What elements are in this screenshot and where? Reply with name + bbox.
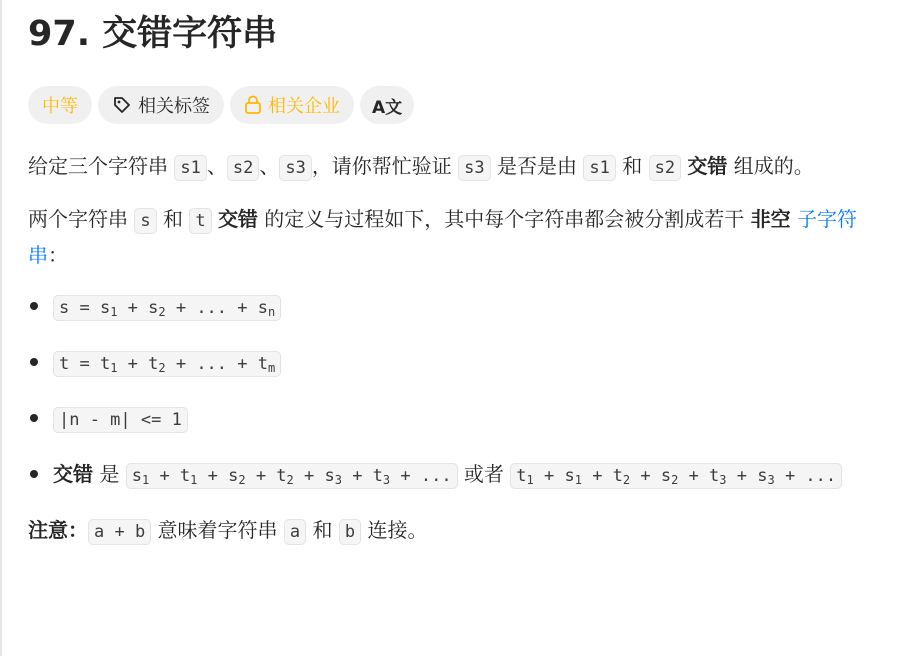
substring-link[interactable]: 子字符串 — [28, 207, 858, 267]
text: 组成的。 — [727, 154, 814, 178]
paragraph-1 — [28, 149, 878, 185]
code-s2: s2 — [227, 155, 259, 181]
text: 是 — [93, 462, 126, 486]
code-b: b — [339, 519, 361, 545]
text: 和 — [156, 207, 190, 231]
text: ，请你帮忙验证 — [311, 154, 459, 178]
list-item — [28, 401, 878, 437]
note-paragraph — [28, 513, 878, 549]
code-s2: s2 — [649, 155, 681, 181]
paragraph-2 — [28, 202, 878, 272]
text: 或者 — [457, 462, 511, 486]
code-s1: s1 — [174, 155, 206, 181]
definition-list — [28, 289, 878, 493]
related-tags-button[interactable] — [98, 86, 224, 124]
code-a: a — [284, 519, 306, 545]
difficulty-label: 中等 — [42, 96, 78, 117]
code-s3: s3 — [279, 155, 311, 181]
translate-icon: A文 — [372, 97, 403, 118]
list-item — [28, 289, 878, 325]
code-s1: s1 — [583, 155, 615, 181]
code-s-split: $s = s_1 + s_2$ + ... + $s_n$ — [53, 295, 281, 321]
tag-row — [28, 86, 878, 124]
problem-title[interactable]: 97. 交错字符串 — [28, 14, 278, 54]
text: 给定三个字符串 — [28, 154, 175, 178]
text: 意味着字符串 — [151, 518, 284, 542]
tag-icon — [112, 95, 132, 115]
text: 是否是由 — [490, 154, 584, 178]
text: ： — [48, 243, 68, 267]
text: 、 — [259, 154, 280, 178]
text: 两个字符串 — [28, 207, 135, 231]
code-interleave-s-first: $s_1 + t_1 + s_2 + t_2 + s_3 + t_3$ + ... — [126, 463, 458, 489]
note-label: 注意： — [28, 518, 88, 542]
list-item — [28, 457, 878, 493]
bold-interleave: 交错 — [53, 462, 93, 486]
problem-statement — [28, 149, 878, 549]
related-companies-button[interactable] — [230, 86, 354, 124]
bold-interleave: 交错 — [687, 154, 728, 178]
list-item — [28, 345, 878, 381]
related-tags-label: 相关标签 — [138, 96, 210, 117]
code-interleave-t-first: $t_1 + s_1 + t_2 + s_2 + t_3 + s_3$ + ... — [510, 463, 842, 489]
translate-button[interactable] — [360, 86, 414, 124]
text: 和 — [615, 154, 649, 178]
difficulty-badge — [28, 86, 92, 124]
text: 、 — [206, 154, 227, 178]
code-length-constraint: |n - m| <= 1 — [53, 407, 188, 433]
code-s3: s3 — [458, 155, 490, 181]
related-companies-label: 相关企业 — [268, 96, 340, 117]
text: 连接。 — [361, 518, 428, 542]
code-t-split: $t = t_1 + t_2$ + ... + $t_m$ — [53, 351, 281, 377]
lock-icon — [244, 95, 262, 115]
text: 和 — [306, 518, 339, 542]
bold-interleave: 交错 — [217, 207, 258, 231]
bold-nonempty: 非空 — [750, 207, 791, 231]
code-s: s — [134, 208, 156, 234]
left-border — [0, 0, 2, 656]
problem-description-panel — [28, 8, 878, 549]
code-a-plus-b: a + b — [88, 519, 151, 545]
code-t: t — [189, 208, 211, 234]
text: 的定义与过程如下，其中每个字符串都会被分割成若干 — [257, 207, 751, 231]
